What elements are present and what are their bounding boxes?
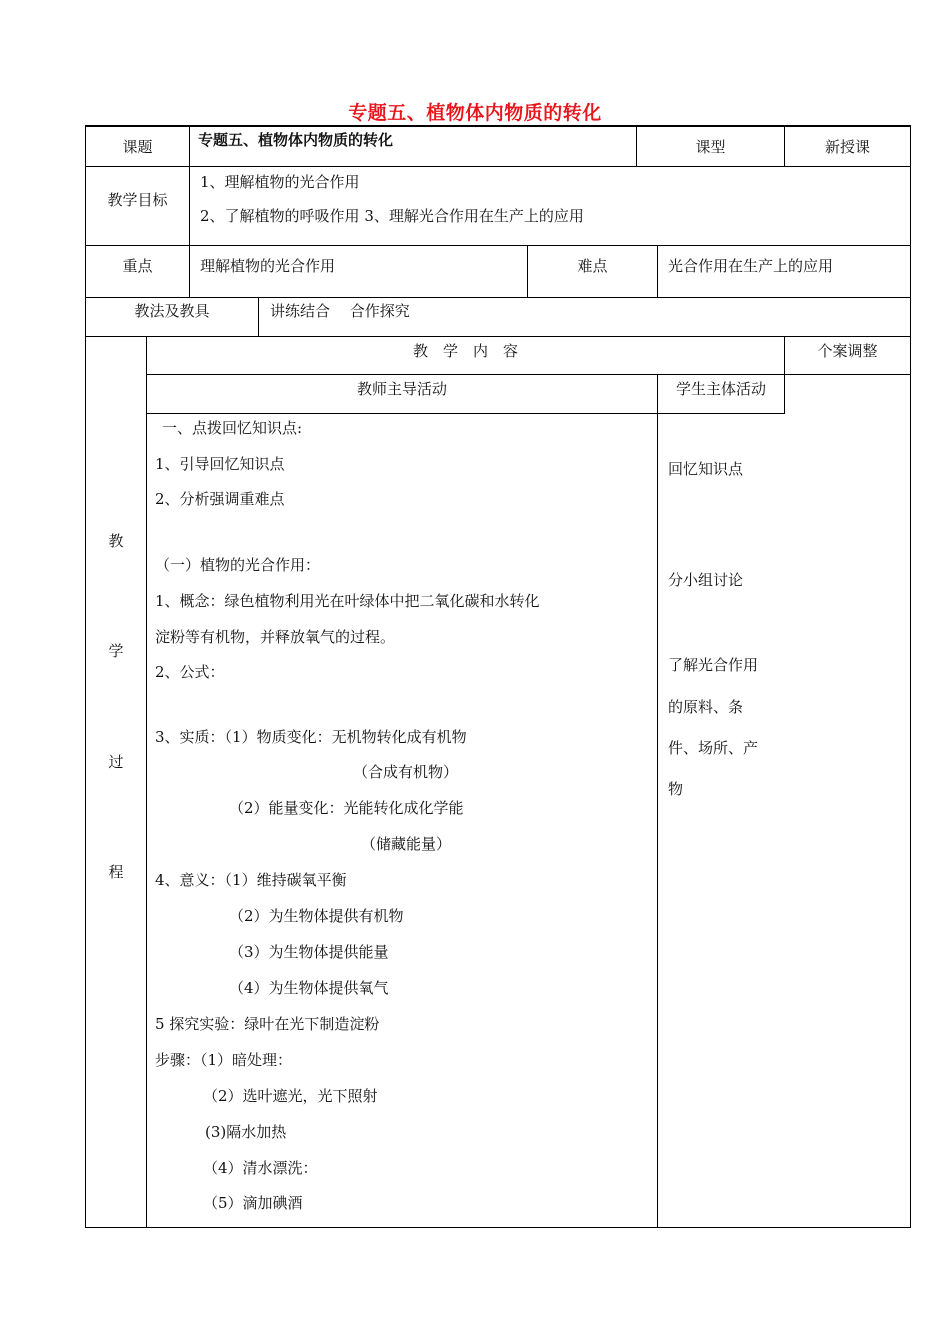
teacher-line: （4）为生物体提供氧气: [229, 979, 389, 997]
student-line: 了解光合作用: [668, 656, 759, 674]
teacher-line: （2）选叶遮光，光下照射: [203, 1087, 378, 1105]
document-title: 专题五、植物体内物质的转化: [348, 102, 602, 124]
teacher-line: 4、意义：（1）维持碳氧平衡: [155, 871, 347, 889]
teacher-line: （5）滴加碘酒: [203, 1194, 303, 1212]
goal-line-2: 2、了解植物的呼吸作用 3、理解光合作用在生产上的应用: [200, 207, 584, 225]
process-side-char: 教: [108, 532, 124, 550]
topic-value: 专题五、植物体内物质的转化: [198, 131, 394, 149]
teacher-line: 2、分析强调重难点: [155, 490, 285, 508]
process-side-char: 过: [108, 753, 124, 771]
difficulty-value: 光合作用在生产上的应用: [668, 257, 834, 275]
method-label: 教法及教具: [134, 302, 210, 320]
student-line: 分小组讨论: [668, 571, 744, 589]
goals-label: 教学目标: [107, 191, 168, 209]
goal-line-1: 1、理解植物的光合作用: [200, 173, 360, 191]
method-value: 讲练结合 合作探究: [270, 302, 410, 320]
process-side-char: 学: [108, 642, 124, 660]
teacher-line: （2）为生物体提供有机物: [229, 907, 404, 925]
teacher-line: (3)隔水加热: [205, 1123, 287, 1141]
teacher-line: （储藏能量）: [361, 835, 452, 853]
student-line: 件、场所、产: [668, 739, 759, 757]
focus-value: 理解植物的光合作用: [200, 257, 336, 275]
teacher-line: （3）为生物体提供能量: [229, 943, 389, 961]
topic-label: 课题: [122, 138, 153, 156]
teacher-line: 1、引导回忆知识点: [155, 455, 285, 473]
content-header: 教 学 内 容: [412, 342, 518, 360]
student-line: 物: [668, 780, 684, 798]
teacher-line: 2、公式：: [155, 663, 225, 681]
type-label: 课型: [695, 138, 726, 156]
teacher-line: 1、概念：绿色植物利用光在叶绿体中把二氧化碳和水转化: [155, 592, 540, 610]
process-side-char: 程: [108, 863, 124, 881]
student-line: 的原料、条: [668, 698, 744, 716]
type-value: 新授课: [824, 138, 870, 156]
adjust-header: 个案调整: [817, 342, 878, 360]
teacher-line: 一、点拨回忆知识点:: [162, 419, 303, 437]
teacher-line: （4）清水漂洗：: [203, 1159, 318, 1177]
teacher-line: 5 探究实验：绿叶在光下制造淀粉: [155, 1015, 380, 1033]
teacher-header: 教师主导活动: [356, 380, 447, 398]
teacher-line: （合成有机物）: [353, 763, 459, 781]
teacher-line: 3、实质：（1）物质变化：无机物转化成有机物: [155, 728, 467, 746]
teacher-line: 步骤：（1）暗处理：: [155, 1051, 293, 1069]
student-line: 回忆知识点: [668, 460, 744, 478]
focus-label: 重点: [122, 257, 153, 275]
student-header: 学生主体活动: [675, 380, 766, 398]
teacher-line: 淀粉等有机物，并释放氧气的过程。: [155, 628, 396, 646]
teacher-line: （一）植物的光合作用：: [155, 556, 321, 574]
teacher-line: （2）能量变化：光能转化成化学能: [229, 799, 464, 817]
difficulty-label: 难点: [577, 257, 608, 275]
